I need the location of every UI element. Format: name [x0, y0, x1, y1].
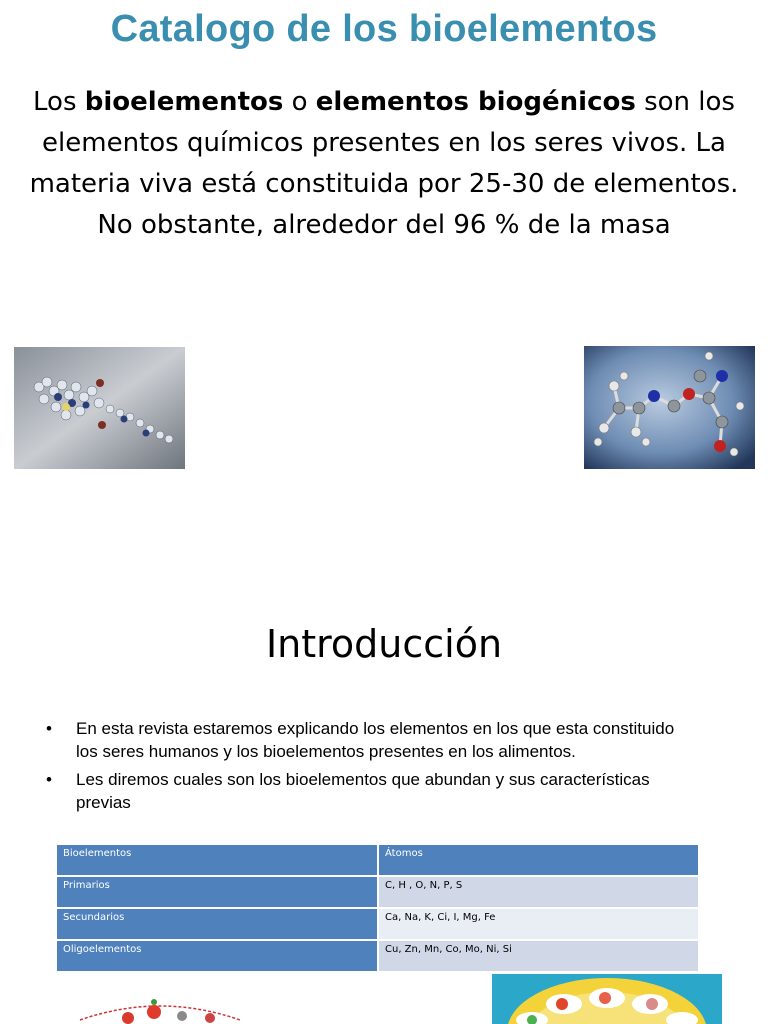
bullet-dot: • [46, 719, 52, 738]
intro-bold-biogenicos: elementos biogénicos [315, 87, 636, 117]
molecule-3d-icon [14, 347, 185, 469]
table-header-cell: Átomos [378, 845, 698, 876]
bullet-text: En esta revista estaremos explicando los elementos en los que esta constituido los seres humanos y los bioelementos presentes en los alimentos. [76, 719, 675, 761]
table-cell: Primarios [57, 876, 378, 908]
intro-bold-bioelementos: bioelementos [84, 87, 284, 117]
intro-text-pre: Los [33, 87, 85, 117]
food-plate-icon [492, 974, 722, 1024]
table-row [57, 908, 698, 940]
table-cell: Oligoelementos [57, 940, 378, 972]
table-header-cell: Bioelementos [57, 845, 378, 876]
list-item [44, 718, 684, 763]
element-chart-icon [70, 990, 245, 1024]
table-row [57, 940, 698, 972]
table-header-row [57, 845, 698, 876]
intro-paragraph [14, 82, 754, 246]
bioelements-table [57, 845, 698, 973]
page-title: Catalogo de los bioelementos [110, 8, 658, 50]
table-row [57, 876, 698, 908]
molecule-ball-stick-icon [584, 346, 755, 469]
section-heading-introduccion: Introducción [265, 622, 503, 666]
table-cell: Ca, Na, K, Ci, I, Mg, Fe [378, 908, 698, 940]
intro-text-post: son los elementos químicos presentes en los seres vivos. La materia viva está constituida por 25-30 de elementos. No obstante, alrededor del 96 % de la masa [29, 87, 739, 240]
table-cell: Cu, Zn, Mn, Co, Mo, Ni, Si [378, 940, 698, 972]
bullet-dot: • [46, 770, 52, 789]
table-cell: C, H , O, N, P, S [378, 876, 698, 908]
table-cell: Secundarios [57, 908, 378, 940]
intro-text-mid: o [283, 87, 316, 117]
intro-bullet-list [44, 718, 684, 820]
bullet-text: Les diremos cuales son los bioelementos que abundan y sus características previas [76, 770, 650, 812]
list-item [44, 769, 684, 814]
